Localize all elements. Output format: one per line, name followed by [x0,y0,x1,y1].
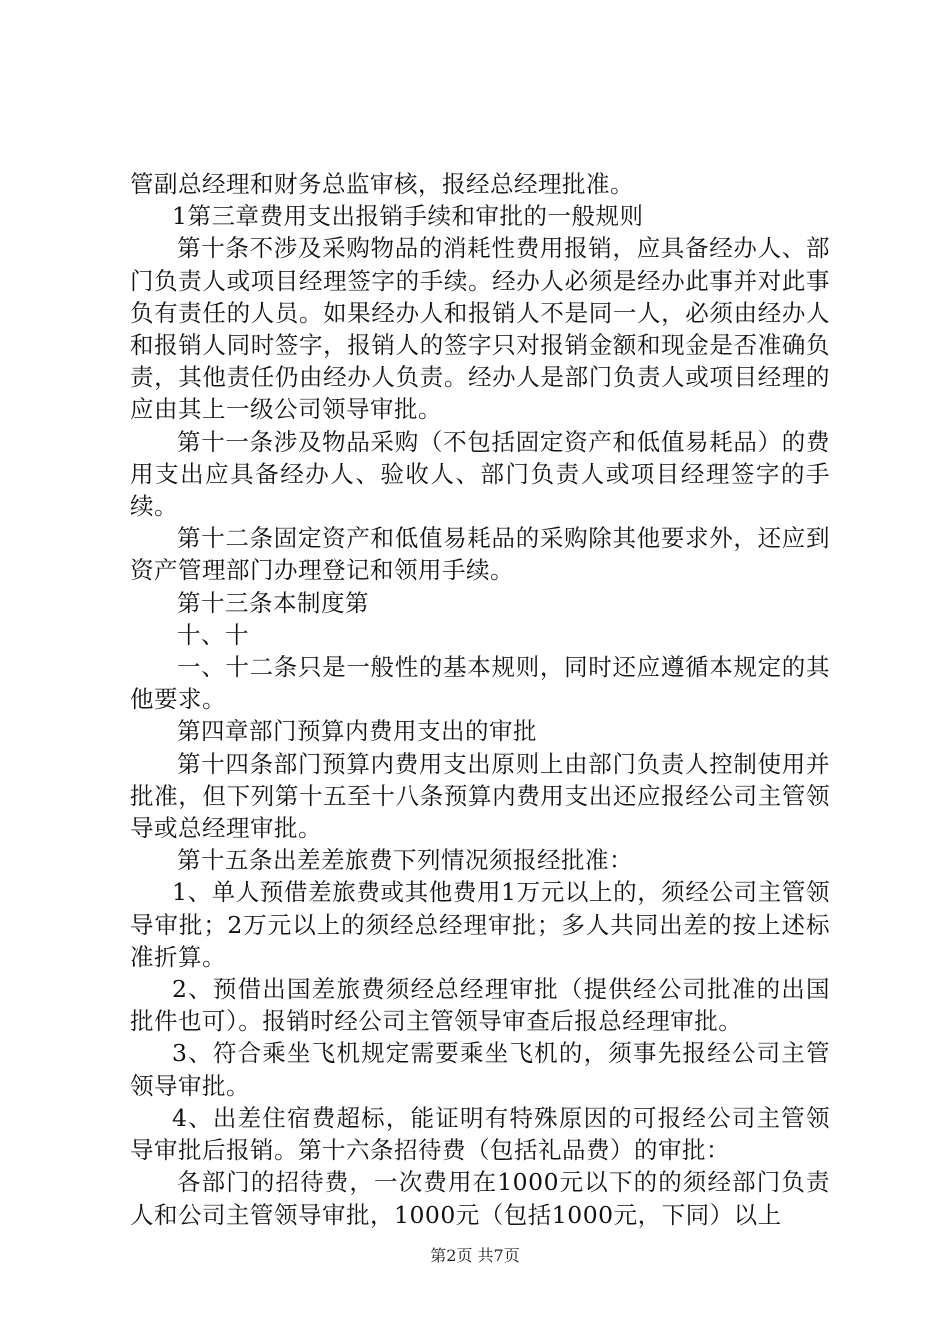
document-body [130,168,830,1231]
chapter-4-heading: 第四章部门预算内费用支出的审批 [177,717,537,746]
article-15-item-3: 3、符合乘坐飞机规定需要乘坐飞机的，须事先报经公司主管领导审批。 [130,1039,830,1100]
article-15-item-1: 1、单人预借差旅费或其他费用1万元以上的，须经公司主管领导审批；2万元以上的须经总经理审批；多人共同出差的按上述标准折算。 [130,878,830,971]
article-12: 第十二条固定资产和低值易耗品的采购除其他要求外，还应到资产管理部门办理登记和领用手续。 [130,524,830,585]
article-15-item-4: 4、出差住宿费超标，能证明有特殊原因的可报经公司主管领导审批后报销。第十六条招待费（包括礼品费）的审批： [130,1103,830,1165]
paragraph-continuation: 管副总经理和财务总监审核，报经总经理批准。 [130,170,634,198]
article-10: 第十条不涉及采购物品的消耗性费用报销，应具备经办人、部门负责人或项目经理签字的手续。经办人必须是经办此事并对此事负有责任的人员。如果经办人和报销人不是同一人，必须由经办人和报销人同时签字，报销人的签字只对报销金额和现金是否准确负责，其他责任仍由经办人负责。经办人是部门负责人或项目经理的应由其上一级公司领导审批。 [130,234,830,424]
article-15-item-2: 2、预借出国差旅费须经总经理审批（提供经公司批准的出国批件也可）。报销时经公司主管领导审查后报总经理审批。 [130,975,830,1036]
article-11: 第十一条涉及物品采购（不包括固定资产和低值易耗品）的费用支出应具备经办人、验收人、部门负责人或项目经理签字的手续。 [130,427,830,521]
chapter-3-heading: 1第三章费用支出报销手续和审批的一般规则 [172,202,644,231]
article-13-fragment: 十、十 [177,620,249,649]
article-13-continued: 一、十二条只是一般性的基本规则，同时还应遵循本规定的其他要求。 [130,653,830,714]
article-13: 第十三条本制度第 [177,588,369,617]
article-15: 第十五条出差差旅费下列情况须报经批准： [177,846,633,875]
page-footer: 第2页 共7页 [430,1246,520,1265]
article-14: 第十四条部门预算内费用支出原则上由部门负责人控制使用并批准，但下列第十五至十八条预算内费用支出还应报经公司主管领导或总经理审批。 [130,749,830,843]
article-16-body: 各部门的招待费，一次费用在1000元以下的的须经部门负责人和公司主管领导审批，1000元（包括1000元，下同）以上 [130,1168,830,1229]
